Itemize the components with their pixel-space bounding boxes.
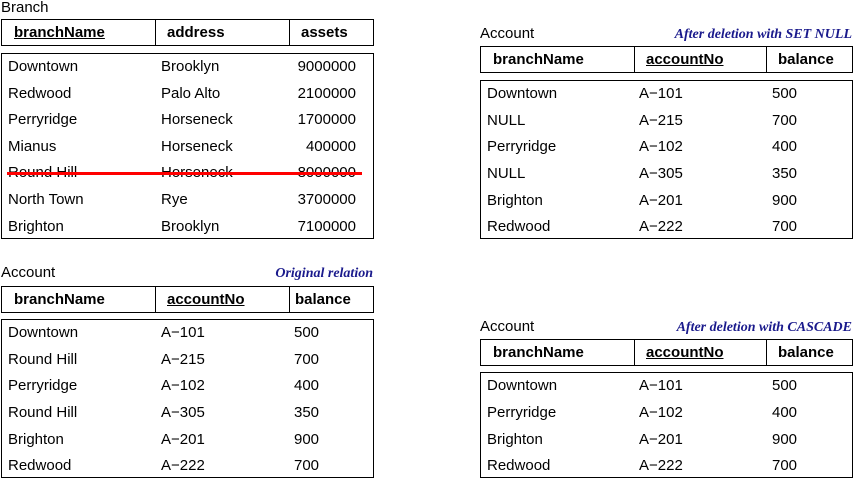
- balance-cell: 400: [772, 404, 798, 421]
- assets-cell: 7100000: [297, 218, 356, 235]
- address-cell: Palo Alto: [161, 85, 221, 102]
- header-accountno: accountNo: [646, 344, 724, 361]
- account-cascade-body: [480, 372, 853, 478]
- balance-cell: 900: [772, 431, 798, 448]
- deletion-strikethrough: [7, 172, 362, 175]
- branch-name-cell: Redwood: [487, 218, 551, 235]
- table-row: [2, 453, 373, 480]
- balance-cell: 350: [772, 165, 798, 182]
- table-row: [481, 188, 852, 215]
- balance-cell: 500: [772, 377, 798, 394]
- account-no-cell: A−201: [639, 431, 683, 448]
- account-original-header: [1, 286, 374, 313]
- table-row: [2, 134, 373, 161]
- nullified-table-row: [481, 161, 852, 188]
- address-cell: Rye: [161, 191, 188, 208]
- balance-cell: 900: [772, 192, 798, 209]
- branch-name-cell: Perryridge: [8, 111, 78, 128]
- branch-name-cell: Perryridge: [8, 377, 78, 394]
- table-row: [2, 107, 373, 134]
- table-row: [2, 427, 373, 454]
- account-no-cell: A−101: [161, 324, 205, 341]
- branch-name-cell: Downtown: [8, 58, 79, 75]
- header-branchname: branchName: [14, 291, 105, 308]
- header-balance: balance: [295, 291, 351, 308]
- table-row: [481, 427, 852, 454]
- branch-name-cell: Perryridge: [487, 404, 557, 421]
- table-row: [481, 400, 852, 427]
- header-balance: balance: [778, 344, 834, 361]
- account-no-cell: A−305: [639, 165, 683, 182]
- balance-cell: 400: [294, 377, 320, 394]
- address-cell: Brooklyn: [161, 218, 220, 235]
- balance-cell: 400: [772, 138, 798, 155]
- account-set-null-header: [480, 46, 853, 73]
- branch-name-cell: Brighton: [487, 192, 543, 209]
- branch-name-cell: Round Hill: [8, 404, 78, 421]
- branch-header: [1, 19, 374, 46]
- assets-cell: 3700000: [297, 191, 356, 208]
- account-set-null-body: [480, 80, 853, 239]
- balance-cell: 500: [772, 85, 798, 102]
- table-row: [2, 187, 373, 214]
- balance-cell: 500: [294, 324, 320, 341]
- table-row: [481, 214, 852, 241]
- account-no-cell: A−201: [639, 192, 683, 209]
- table-row: [481, 373, 852, 400]
- branch-name-cell: Redwood: [8, 457, 72, 474]
- header-accountno: accountNo: [167, 291, 245, 308]
- branch-name-cell: Brighton: [8, 431, 64, 448]
- table-row: [2, 81, 373, 108]
- account-original-caption: Original relation: [275, 266, 373, 281]
- header-branchname: branchName: [493, 344, 584, 361]
- branch-name-cell: Redwood: [487, 457, 551, 474]
- branch-name-cell: Brighton: [487, 431, 543, 448]
- branch-name-cell: Round Hill: [8, 351, 78, 368]
- balance-cell: 700: [294, 457, 320, 474]
- account-no-cell: A−101: [639, 85, 683, 102]
- branch-name-cell: Brighton: [8, 218, 64, 235]
- table-row: [2, 54, 373, 81]
- branch-name-cell: Downtown: [487, 85, 558, 102]
- table-row: [2, 373, 373, 400]
- account-no-cell: A−222: [639, 218, 683, 235]
- account-no-cell: A−102: [161, 377, 205, 394]
- balance-cell: 350: [294, 404, 320, 421]
- branch-name-cell: Perryridge: [487, 138, 557, 155]
- balance-cell: 700: [772, 112, 798, 129]
- balance-cell: 700: [294, 351, 320, 368]
- table-row: [2, 347, 373, 374]
- balance-cell: 900: [294, 431, 320, 448]
- account-no-cell: A−215: [161, 351, 205, 368]
- branch-name-cell: Redwood: [8, 85, 72, 102]
- branch-name-cell: Downtown: [487, 377, 558, 394]
- account-no-cell: A−305: [161, 404, 205, 421]
- assets-cell: 2100000: [297, 85, 356, 102]
- assets-cell: 9000000: [297, 58, 356, 75]
- table-row: [481, 453, 852, 480]
- branch-header-assets: assets: [301, 24, 348, 41]
- account-original-body: [1, 319, 374, 478]
- branch-header-branchname: branchName: [14, 24, 105, 41]
- header-balance: balance: [778, 51, 834, 68]
- deleted-table-row: [2, 160, 373, 187]
- address-cell: Horseneck: [161, 138, 233, 155]
- nullified-table-row: [481, 108, 852, 135]
- account-set-null-caption: After deletion with SET NULL: [674, 27, 852, 42]
- balance-cell: 700: [772, 218, 798, 235]
- account-no-cell: A−222: [161, 457, 205, 474]
- branch-name-cell: NULL: [487, 165, 526, 182]
- table-row: [481, 134, 852, 161]
- balance-cell: 700: [772, 457, 798, 474]
- branch-name-cell: Mianus: [8, 138, 57, 155]
- account-no-cell: A−102: [639, 404, 683, 421]
- table-row: [2, 320, 373, 347]
- branch-name-cell: North Town: [8, 191, 84, 208]
- account-set-null-label: Account: [480, 25, 535, 42]
- account-no-cell: A−215: [639, 112, 683, 129]
- branch-header-address: address: [167, 24, 225, 41]
- account-no-cell: A−201: [161, 431, 205, 448]
- table-row: [2, 400, 373, 427]
- address-cell: Horseneck: [161, 111, 233, 128]
- account-cascade-label: Account: [480, 318, 535, 335]
- header-branchname: branchName: [493, 51, 584, 68]
- account-no-cell: A−222: [639, 457, 683, 474]
- assets-cell: 400000: [305, 138, 356, 155]
- branch-name-cell: NULL: [487, 112, 526, 129]
- table-row: [481, 81, 852, 108]
- account-no-cell: A−101: [639, 377, 683, 394]
- header-accountno: accountNo: [646, 51, 724, 68]
- address-cell: Brooklyn: [161, 58, 220, 75]
- account-original-label: Account: [1, 264, 56, 281]
- table-row: [2, 214, 373, 241]
- branch-table-label: Branch: [1, 0, 49, 16]
- account-cascade-header: [480, 339, 853, 366]
- account-no-cell: A−102: [639, 138, 683, 155]
- branch-name-cell: Downtown: [8, 324, 79, 341]
- account-cascade-caption: After deletion with CASCADE: [676, 320, 852, 335]
- assets-cell: 1700000: [297, 111, 356, 128]
- branch-body: [1, 53, 374, 239]
